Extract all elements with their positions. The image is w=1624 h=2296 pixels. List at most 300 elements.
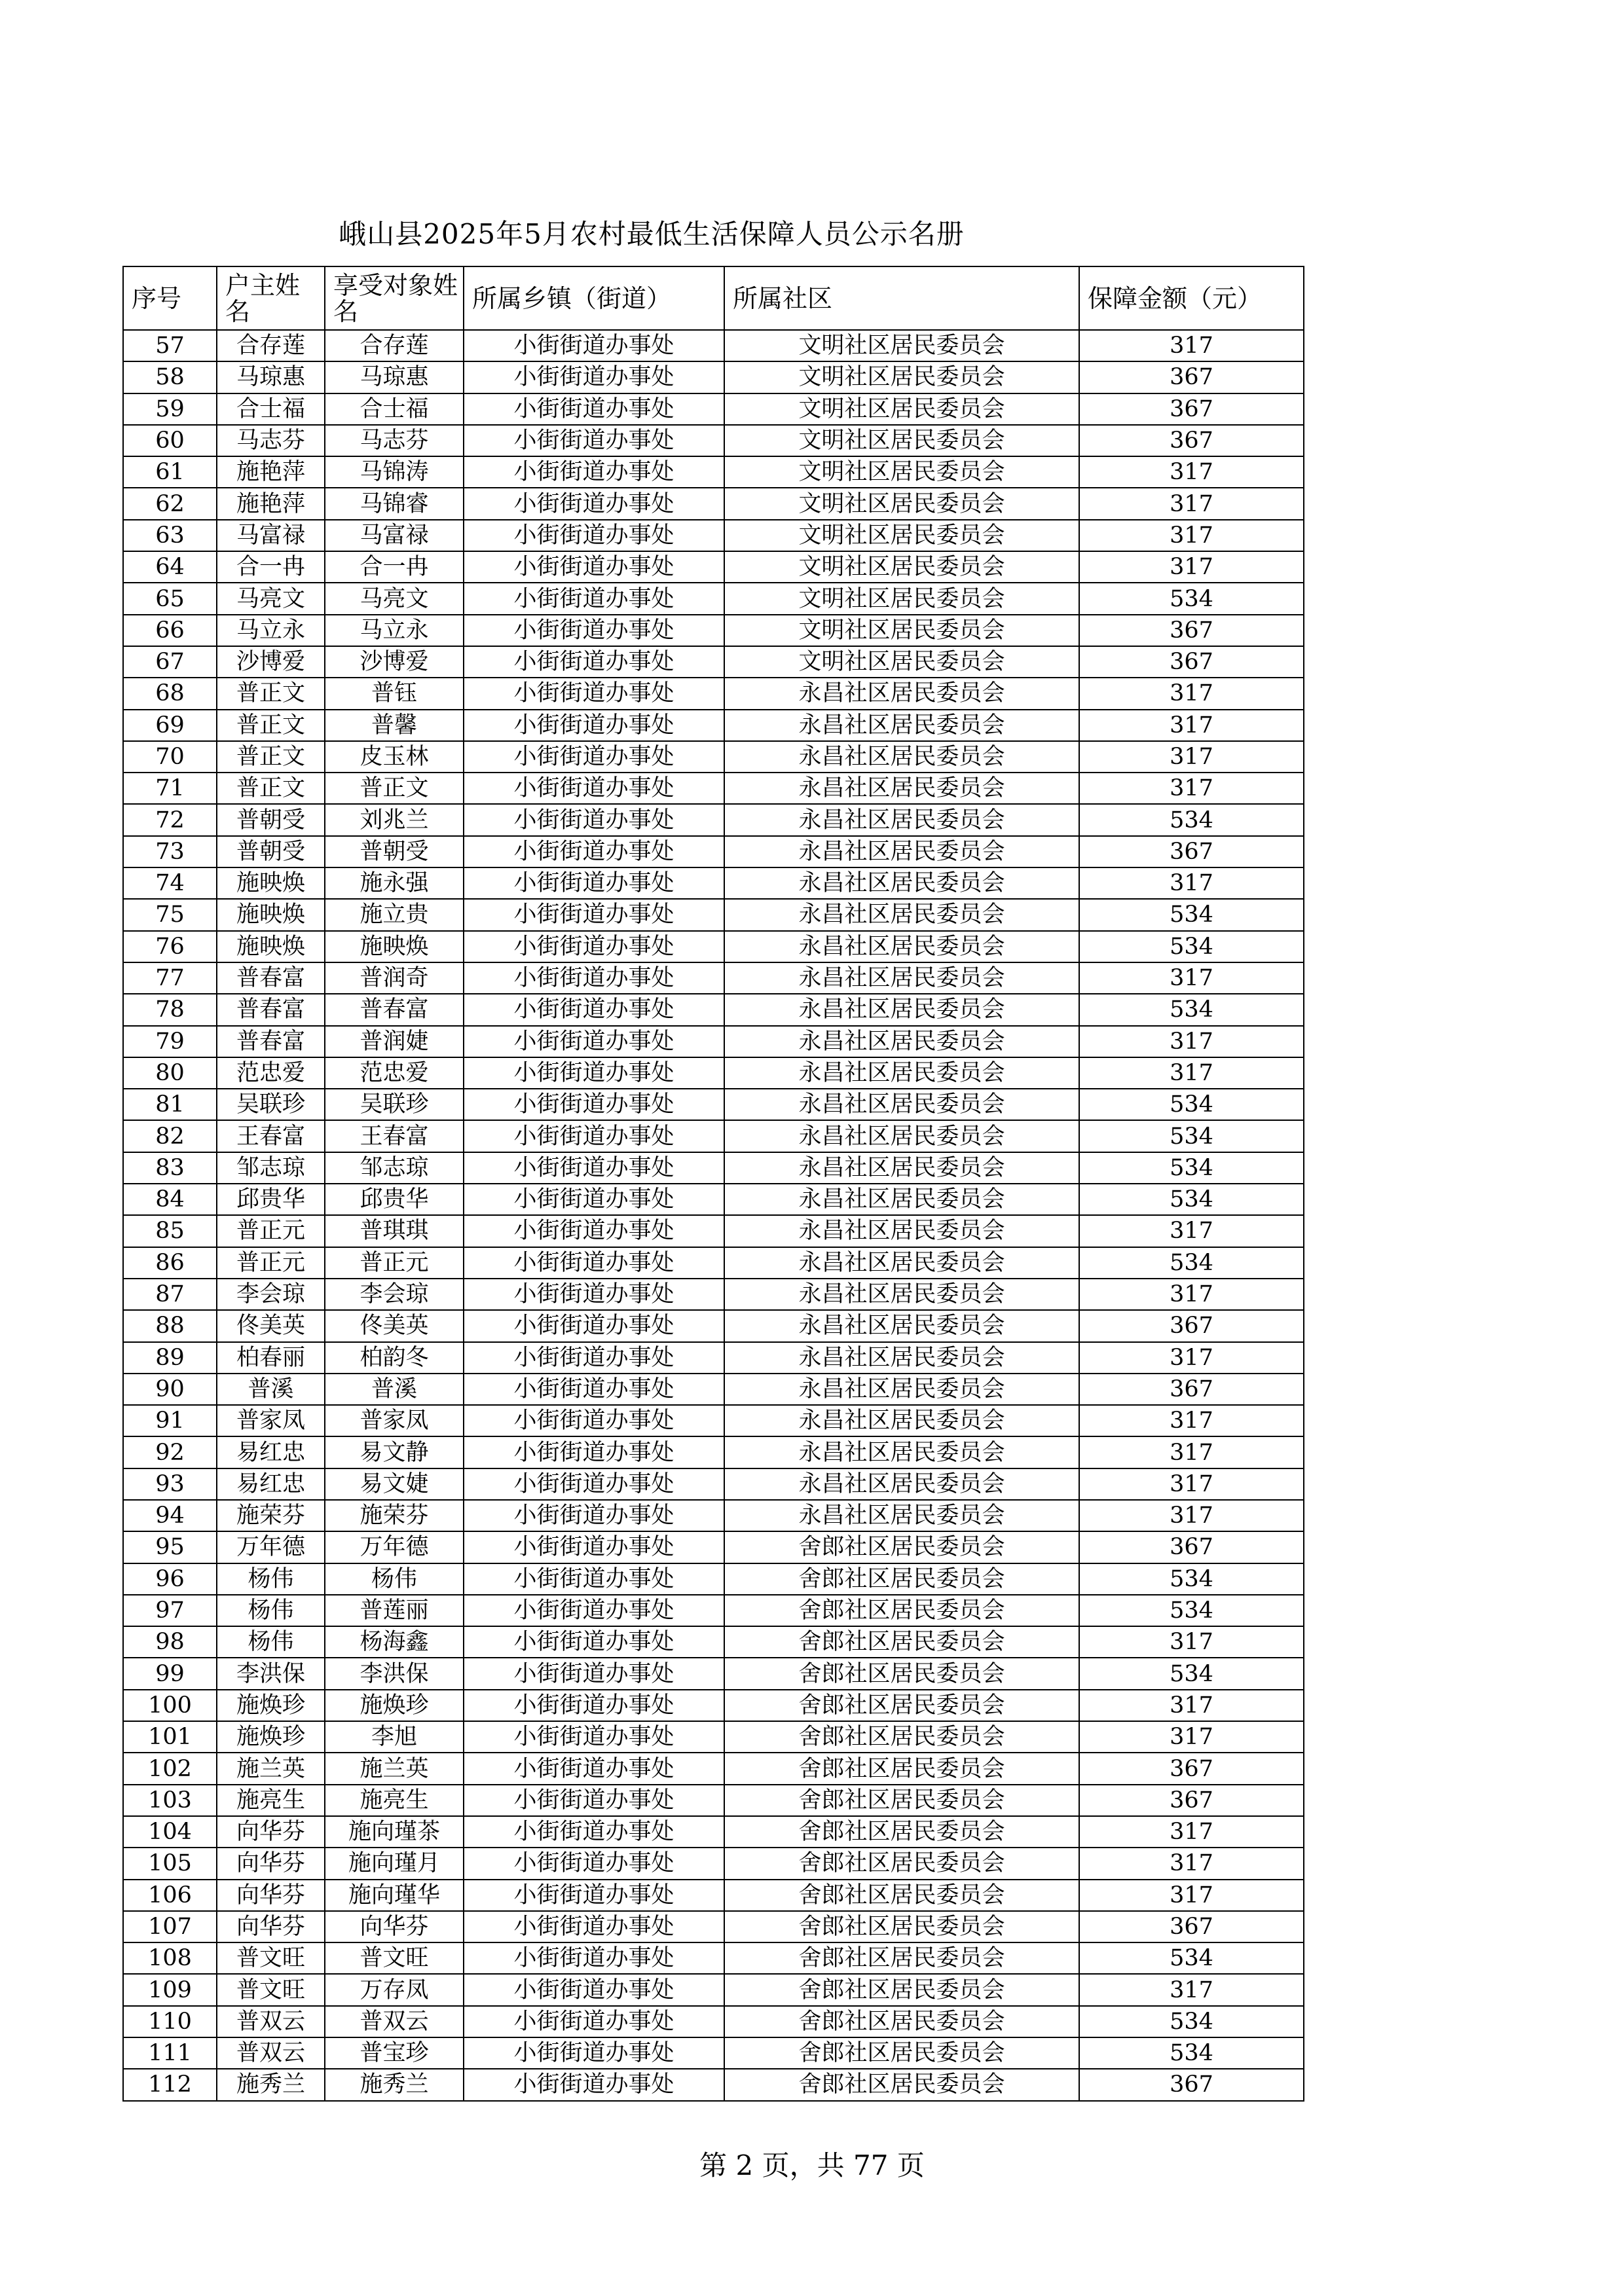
subsidy-amount: 317 [1079,488,1304,519]
subsidy-amount: 367 [1079,1785,1304,1816]
subsidy-amount: 317 [1079,330,1304,361]
township: 小街街道办事处 [464,1785,724,1816]
row-number: 77 [123,962,217,994]
subsidy-amount: 317 [1079,1816,1304,1848]
household-head-name: 施亮生 [217,1785,325,1816]
table-row [123,1057,1304,1089]
table-body [123,330,1304,2101]
row-number: 104 [123,1816,217,1848]
household-head-name: 佟美英 [217,1310,325,1341]
subsidy-amount: 534 [1079,2037,1304,2069]
beneficiary-name: 邹志琼 [325,1152,464,1184]
footer-mid: 页，共 [762,2149,845,2181]
table-row [123,1563,1304,1595]
community: 永昌社区居民委员会 [724,804,1079,835]
township: 小街街道办事处 [464,962,724,994]
row-number: 91 [123,1405,217,1436]
subsidy-amount: 367 [1079,615,1304,646]
beneficiary-name: 李洪保 [325,1658,464,1689]
subsidy-amount: 317 [1079,551,1304,583]
table-row [123,456,1304,488]
township: 小街街道办事处 [464,1310,724,1341]
community: 舍郎社区居民委员会 [724,1816,1079,1848]
beneficiary-name: 易文婕 [325,1468,464,1500]
beneficiary-name: 普馨 [325,710,464,741]
row-number: 82 [123,1120,217,1152]
table-row [123,773,1304,804]
community: 永昌社区居民委员会 [724,1279,1079,1310]
table-row [123,1247,1304,1279]
community: 文明社区居民委员会 [724,393,1079,425]
household-head-name: 万年德 [217,1531,325,1563]
table-row [123,804,1304,835]
beneficiary-name: 施荣芬 [325,1500,464,1531]
beneficiary-name: 李会琼 [325,1279,464,1310]
township: 小街街道办事处 [464,804,724,835]
table-row [123,1848,1304,1879]
subsidy-amount: 317 [1079,520,1304,551]
subsidy-amount: 317 [1079,1057,1304,1089]
subsidy-amount: 317 [1079,1405,1304,1436]
township: 小街街道办事处 [464,1057,724,1089]
township: 小街街道办事处 [464,899,724,930]
household-head-name: 施兰英 [217,1753,325,1784]
beneficiary-name: 普朝受 [325,836,464,867]
household-head-name: 普家凤 [217,1405,325,1436]
row-number: 110 [123,2006,217,2037]
subsidy-amount: 367 [1079,646,1304,678]
row-number: 73 [123,836,217,867]
footer-suffix: 页 [896,2149,925,2181]
subsidy-amount: 317 [1079,1848,1304,1879]
table-row [123,741,1304,773]
subsidy-amount: 317 [1079,773,1304,804]
township: 小街街道办事处 [464,1658,724,1689]
row-number: 57 [123,330,217,361]
table-row [123,1152,1304,1184]
table-row [123,1911,1304,1942]
township: 小街街道办事处 [464,330,724,361]
table-row [123,710,1304,741]
household-head-name: 向华芬 [217,1880,325,1911]
community: 永昌社区居民委员会 [724,1468,1079,1500]
beneficiary-name: 合士福 [325,393,464,425]
row-number: 65 [123,583,217,614]
township: 小街街道办事处 [464,2069,724,2100]
township: 小街街道办事处 [464,1880,724,1911]
table-row [123,1026,1304,1057]
table-row [123,1531,1304,1563]
subsidy-amount: 317 [1079,1974,1304,2005]
community: 舍郎社区居民委员会 [724,1721,1079,1753]
beneficiary-name: 普正文 [325,773,464,804]
township: 小街街道办事处 [464,1500,724,1531]
subsidy-amount: 367 [1079,836,1304,867]
township: 小街街道办事处 [464,1152,724,1184]
table-row [123,1785,1304,1816]
community: 舍郎社区居民委员会 [724,1690,1079,1721]
table-row [123,361,1304,393]
township: 小街街道办事处 [464,456,724,488]
township: 小街街道办事处 [464,1721,724,1753]
subsidy-amount: 534 [1079,931,1304,962]
beneficiary-name: 皮玉林 [325,741,464,773]
table-row [123,330,1304,361]
township: 小街街道办事处 [464,361,724,393]
subsidy-amount: 317 [1079,1690,1304,1721]
beneficiary-name: 马琼惠 [325,361,464,393]
subsidy-amount: 317 [1079,456,1304,488]
community: 舍郎社区居民委员会 [724,1563,1079,1595]
row-number: 102 [123,1753,217,1784]
column-header: 保障金额（元） [1079,266,1304,330]
household-head-name: 沙博爱 [217,646,325,678]
table-row [123,1279,1304,1310]
beneficiary-name: 沙博爱 [325,646,464,678]
household-head-name: 合士福 [217,393,325,425]
household-head-name: 普正文 [217,710,325,741]
township: 小街街道办事处 [464,1942,724,1974]
township: 小街街道办事处 [464,710,724,741]
beneficiary-name: 施焕珍 [325,1690,464,1721]
household-head-name: 李洪保 [217,1658,325,1689]
row-number: 76 [123,931,217,962]
table-row [123,646,1304,678]
row-number: 88 [123,1310,217,1341]
row-number: 66 [123,615,217,646]
community: 文明社区居民委员会 [724,488,1079,519]
household-head-name: 邹志琼 [217,1152,325,1184]
subsidy-amount: 317 [1079,1436,1304,1468]
household-head-name: 马立永 [217,615,325,646]
community: 舍郎社区居民委员会 [724,1785,1079,1816]
column-header: 所属乡镇（街道） [464,266,724,330]
subsidy-amount: 534 [1079,1120,1304,1152]
beneficiary-name: 普琪琪 [325,1215,464,1247]
community: 永昌社区居民委员会 [724,1405,1079,1436]
township: 小街街道办事处 [464,1974,724,2005]
community: 文明社区居民委员会 [724,615,1079,646]
row-number: 68 [123,678,217,709]
column-header: 序号 [123,266,217,330]
row-number: 112 [123,2069,217,2100]
subsidy-amount: 534 [1079,899,1304,930]
column-header: 所属社区 [724,266,1079,330]
page-title: 峨山县2025年5月农村最低生活保障人员公示名册 [339,218,965,250]
row-number: 69 [123,710,217,741]
beneficiary-name: 普润婕 [325,1026,464,1057]
township: 小街街道办事处 [464,646,724,678]
table-row [123,393,1304,425]
household-head-name: 向华芬 [217,1848,325,1879]
household-head-name: 施映焕 [217,867,325,899]
household-head-name: 施焕珍 [217,1721,325,1753]
community: 永昌社区居民委员会 [724,931,1079,962]
household-head-name: 施荣芬 [217,1500,325,1531]
household-head-name: 杨伟 [217,1563,325,1595]
township: 小街街道办事处 [464,1184,724,1215]
row-number: 106 [123,1880,217,1911]
township: 小街街道办事处 [464,741,724,773]
township: 小街街道办事处 [464,1215,724,1247]
table-row [123,1721,1304,1753]
community: 永昌社区居民委员会 [724,1436,1079,1468]
table-row [123,1436,1304,1468]
table-row [123,1405,1304,1436]
beneficiary-name: 马富禄 [325,520,464,551]
community: 舍郎社区居民委员会 [724,1753,1079,1784]
row-number: 96 [123,1563,217,1595]
household-head-name: 普双云 [217,2006,325,2037]
row-number: 75 [123,899,217,930]
township: 小街街道办事处 [464,1595,724,1626]
row-number: 79 [123,1026,217,1057]
township: 小街街道办事处 [464,615,724,646]
township: 小街街道办事处 [464,1247,724,1279]
community: 永昌社区居民委员会 [724,1057,1079,1089]
township: 小街街道办事处 [464,425,724,456]
household-head-name: 王春富 [217,1120,325,1152]
township: 小街街道办事处 [464,583,724,614]
household-head-name: 向华芬 [217,1911,325,1942]
beneficiary-name: 范忠爱 [325,1057,464,1089]
beneficiary-name: 刘兆兰 [325,804,464,835]
township: 小街街道办事处 [464,1531,724,1563]
table-row [123,1500,1304,1531]
table-row [123,2037,1304,2069]
household-head-name: 施秀兰 [217,2069,325,2100]
row-number: 64 [123,551,217,583]
household-head-name: 吴联珍 [217,1089,325,1120]
beneficiary-name: 施亮生 [325,1785,464,1816]
subsidy-amount: 534 [1079,1184,1304,1215]
beneficiary-name: 普宝珍 [325,2037,464,2069]
community: 永昌社区居民委员会 [724,1152,1079,1184]
beneficiary-name: 施向瑾月 [325,1848,464,1879]
row-number: 74 [123,867,217,899]
beneficiary-name: 普文旺 [325,1942,464,1974]
beneficiary-name: 施向瑾茶 [325,1816,464,1848]
household-head-name: 柏春丽 [217,1342,325,1374]
community: 文明社区居民委员会 [724,361,1079,393]
row-number: 84 [123,1184,217,1215]
table-row [123,615,1304,646]
beneficiary-name: 马亮文 [325,583,464,614]
township: 小街街道办事处 [464,488,724,519]
community: 永昌社区居民委员会 [724,899,1079,930]
subsidy-amount: 534 [1079,1658,1304,1689]
community: 文明社区居民委员会 [724,646,1079,678]
footer-prefix: 第 [699,2149,728,2181]
community: 文明社区居民委员会 [724,551,1079,583]
table-row [123,678,1304,709]
household-head-name: 马志芬 [217,425,325,456]
subsidy-amount: 534 [1079,1152,1304,1184]
table-row [123,1342,1304,1374]
community: 永昌社区居民委员会 [724,1310,1079,1341]
subsidy-amount: 534 [1079,1089,1304,1120]
table-row [123,488,1304,519]
township: 小街街道办事处 [464,773,724,804]
subsidy-amount: 317 [1079,1721,1304,1753]
row-number: 78 [123,994,217,1025]
community: 文明社区居民委员会 [724,425,1079,456]
household-head-name: 普溪 [217,1374,325,1405]
subsidy-amount: 534 [1079,804,1304,835]
beneficiary-name: 普溪 [325,1374,464,1405]
row-number: 107 [123,1911,217,1942]
household-head-name: 普正文 [217,678,325,709]
community: 永昌社区居民委员会 [724,710,1079,741]
township: 小街街道办事处 [464,1753,724,1784]
township: 小街街道办事处 [464,2006,724,2037]
row-number: 105 [123,1848,217,1879]
township: 小街街道办事处 [464,867,724,899]
household-head-name: 普文旺 [217,1942,325,1974]
row-number: 72 [123,804,217,835]
subsidy-amount: 534 [1079,1247,1304,1279]
community: 舍郎社区居民委员会 [724,1974,1079,2005]
community: 舍郎社区居民委员会 [724,1626,1079,1658]
household-head-name: 普春富 [217,994,325,1025]
row-number: 98 [123,1626,217,1658]
community: 永昌社区居民委员会 [724,1247,1079,1279]
table-row [123,962,1304,994]
household-head-name: 施映焕 [217,899,325,930]
subsidy-amount: 534 [1079,2006,1304,2037]
township: 小街街道办事处 [464,1279,724,1310]
row-number: 93 [123,1468,217,1500]
table-row [123,1974,1304,2005]
table-row [123,1880,1304,1911]
subsidy-amount: 367 [1079,393,1304,425]
subsidy-amount: 317 [1079,1279,1304,1310]
beneficiary-name: 马立永 [325,615,464,646]
table-row [123,1468,1304,1500]
table-row [123,867,1304,899]
township: 小街街道办事处 [464,2037,724,2069]
township: 小街街道办事处 [464,1816,724,1848]
row-number: 103 [123,1785,217,1816]
household-head-name: 普朝受 [217,836,325,867]
household-head-name: 普正元 [217,1215,325,1247]
township: 小街街道办事处 [464,931,724,962]
beneficiary-name: 普家凤 [325,1405,464,1436]
township: 小街街道办事处 [464,1120,724,1152]
township: 小街街道办事处 [464,551,724,583]
subsidy-amount: 317 [1079,710,1304,741]
row-number: 62 [123,488,217,519]
community: 舍郎社区居民委员会 [724,2006,1079,2037]
household-head-name: 普文旺 [217,1974,325,2005]
township: 小街街道办事处 [464,1911,724,1942]
subsidy-amount: 317 [1079,1026,1304,1057]
row-number: 95 [123,1531,217,1563]
table-row [123,1310,1304,1341]
subsidy-amount: 367 [1079,1753,1304,1784]
beneficiary-name: 普莲丽 [325,1595,464,1626]
subsidy-amount: 367 [1079,1310,1304,1341]
township: 小街街道办事处 [464,1468,724,1500]
row-number: 81 [123,1089,217,1120]
table-row [123,1690,1304,1721]
column-header: 户主姓名 [217,266,325,330]
household-head-name: 易红忠 [217,1436,325,1468]
beneficiary-name: 吴联珍 [325,1089,464,1120]
community: 永昌社区居民委员会 [724,741,1079,773]
row-number: 61 [123,456,217,488]
table-row [123,1942,1304,1974]
table-row [123,1658,1304,1689]
community: 舍郎社区居民委员会 [724,2069,1079,2100]
subsidy-amount: 317 [1079,1626,1304,1658]
beneficiary-name: 柏韵冬 [325,1342,464,1374]
household-head-name: 杨伟 [217,1626,325,1658]
household-head-name: 施艳萍 [217,456,325,488]
subsidy-amount: 534 [1079,1942,1304,1974]
community: 舍郎社区居民委员会 [724,1911,1079,1942]
household-head-name: 普春富 [217,962,325,994]
table-row [123,1215,1304,1247]
township: 小街街道办事处 [464,836,724,867]
table-row [123,520,1304,551]
household-head-name: 合一冉 [217,551,325,583]
township: 小街街道办事处 [464,1848,724,1879]
township: 小街街道办事处 [464,1626,724,1658]
table-row [123,1089,1304,1120]
household-head-name: 施映焕 [217,931,325,962]
table-header-row [123,266,1304,330]
row-number: 109 [123,1974,217,2005]
subsidy-amount: 367 [1079,1911,1304,1942]
household-head-name: 范忠爱 [217,1057,325,1089]
community: 舍郎社区居民委员会 [724,1595,1079,1626]
row-number: 86 [123,1247,217,1279]
beneficiary-name: 佟美英 [325,1310,464,1341]
table-row [123,1816,1304,1848]
beneficiary-name: 万年德 [325,1531,464,1563]
community: 文明社区居民委员会 [724,330,1079,361]
township: 小街街道办事处 [464,393,724,425]
subsidy-amount: 534 [1079,1563,1304,1595]
row-number: 70 [123,741,217,773]
table-row [123,1626,1304,1658]
row-number: 99 [123,1658,217,1689]
community: 舍郎社区居民委员会 [724,1658,1079,1689]
subsidy-amount: 367 [1079,361,1304,393]
community: 永昌社区居民委员会 [724,836,1079,867]
beneficiary-name: 合一冉 [325,551,464,583]
row-number: 58 [123,361,217,393]
beneficiary-name: 施向瑾华 [325,1880,464,1911]
beneficiary-name: 马锦睿 [325,488,464,519]
table-row [123,1120,1304,1152]
row-number: 108 [123,1942,217,1974]
table-row [123,1184,1304,1215]
household-head-name: 普朝受 [217,804,325,835]
township: 小街街道办事处 [464,994,724,1025]
beneficiary-name: 施兰英 [325,1753,464,1784]
subsidy-amount: 534 [1079,583,1304,614]
household-head-name: 合存莲 [217,330,325,361]
community: 永昌社区居民委员会 [724,1500,1079,1531]
beneficiary-name: 普双云 [325,2006,464,2037]
row-number: 90 [123,1374,217,1405]
community: 舍郎社区居民委员会 [724,1880,1079,1911]
row-number: 63 [123,520,217,551]
subsidy-amount: 317 [1079,962,1304,994]
table-row [123,931,1304,962]
